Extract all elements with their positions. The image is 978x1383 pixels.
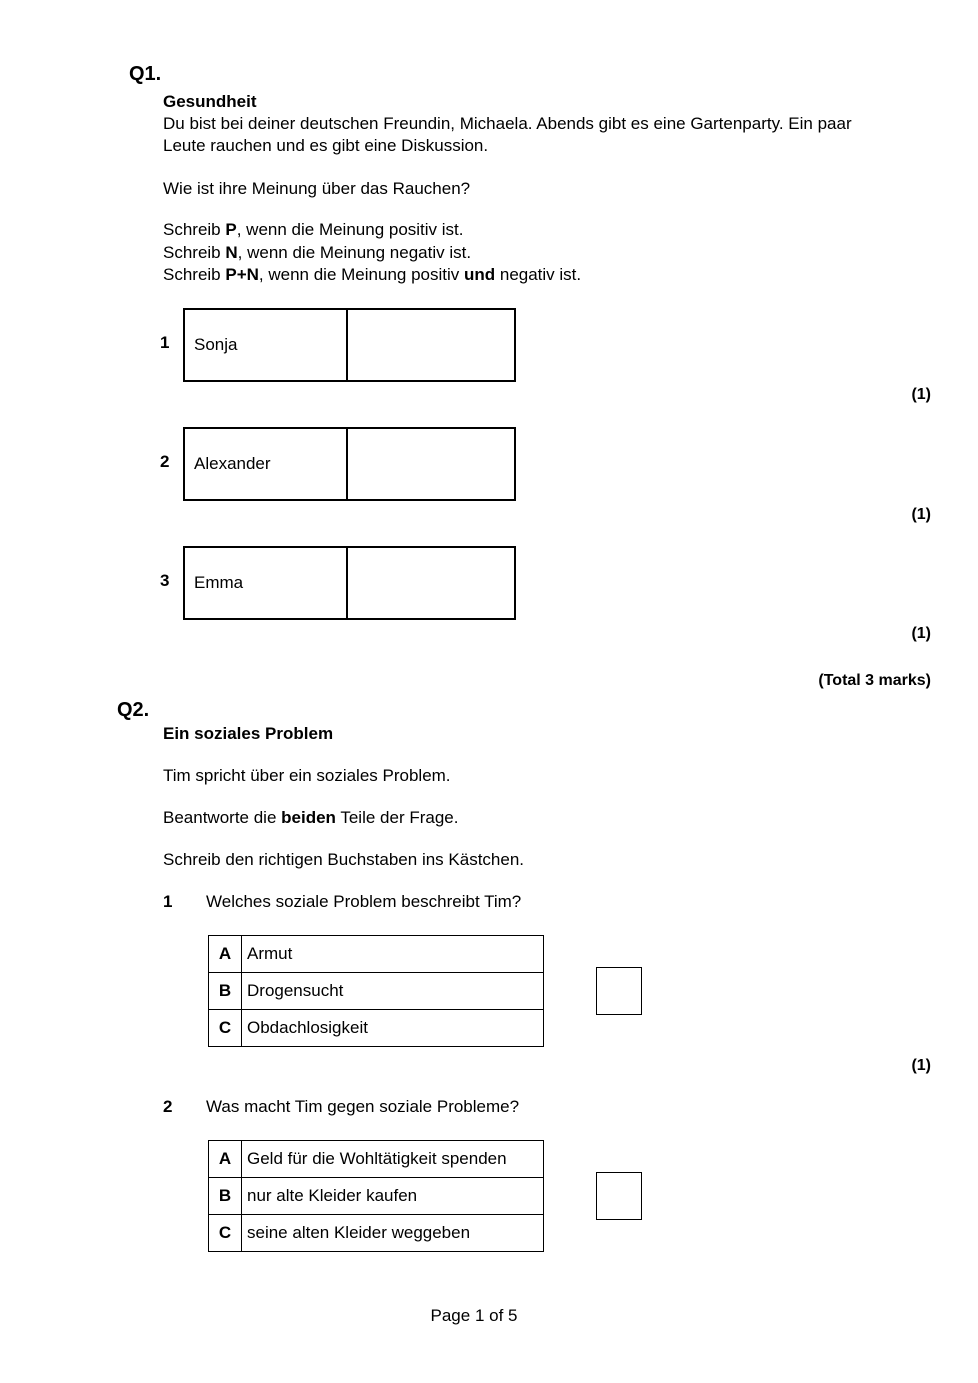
q2-part-1-question: Welches soziale Problem beschreibt Tim? <box>206 892 522 911</box>
q1-row-box <box>183 546 516 620</box>
q1-row-name: Sonja <box>185 310 348 380</box>
option-row <box>209 1215 544 1252</box>
q1-row-2-marks: (1) <box>911 506 931 523</box>
q1-row-number: 2 <box>160 452 170 471</box>
q1-row-number: 3 <box>160 571 170 590</box>
page-number: Page 1 of 5 <box>430 1306 518 1325</box>
option-letter: C <box>209 1010 242 1047</box>
option-letter: B <box>209 1178 242 1215</box>
q2-number: Q2. <box>117 699 150 721</box>
q1-row-3-marks: (1) <box>911 625 931 642</box>
option-row <box>209 936 544 973</box>
option-letter: C <box>209 1215 242 1252</box>
option-letter: A <box>209 936 242 973</box>
q1-title: Gesundheit <box>163 92 257 111</box>
q1-answer-field-2[interactable] <box>348 429 514 499</box>
q2-part-1-marks: (1) <box>911 1057 931 1074</box>
q1-row-name: Alexander <box>185 429 348 499</box>
option-text: nur alte Kleider kaufen <box>242 1178 544 1215</box>
q1-row-name: Emma <box>185 548 348 618</box>
option-row <box>209 1141 544 1178</box>
q2-part-1-number: 1 <box>163 892 173 911</box>
q2-intro: Tim spricht über ein soziales Problem. <box>163 766 451 785</box>
q1-row-number: 1 <box>160 333 170 352</box>
q2-title: Ein soziales Problem <box>163 724 334 743</box>
q2-part-1-options <box>208 935 544 1047</box>
option-letter: A <box>209 1141 242 1178</box>
option-row <box>209 973 544 1010</box>
q1-row-1 <box>160 308 520 380</box>
q1-row-1-marks: (1) <box>911 386 931 403</box>
q1-instruction-3: Schreib P+N, wenn die Meinung positiv und negativ ist. <box>163 265 582 284</box>
option-letter: B <box>209 973 242 1010</box>
q2-part-2-number: 2 <box>163 1097 173 1116</box>
q1-intro: Du bist bei deiner deutschen Freundin, Michaela. Abends gibt es eine Gartenparty. Ein paar Leute rauchen und es gibt eine Diskussion. <box>163 114 852 155</box>
option-text: Drogensucht <box>242 973 544 1010</box>
q1-answer-field-3[interactable] <box>348 548 514 618</box>
option-row <box>209 1010 544 1047</box>
option-text: seine alten Kleider weggeben <box>242 1215 544 1252</box>
q2-part-1-answer-box[interactable] <box>596 967 642 1015</box>
q2-part-2-options <box>208 1140 544 1252</box>
q1-answer-field-1[interactable] <box>348 310 514 380</box>
option-text: Armut <box>242 936 544 973</box>
q2-part-2-question: Was macht Tim gegen soziale Probleme? <box>206 1097 520 1116</box>
q1-row-box <box>183 427 516 501</box>
q1-instruction-1: Schreib P, wenn die Meinung positiv ist. <box>163 220 464 239</box>
q2-part-2-answer-box[interactable] <box>596 1172 642 1220</box>
q1-row-2 <box>160 427 520 499</box>
option-text: Geld für die Wohltätigkeit spenden <box>242 1141 544 1178</box>
q1-row-box <box>183 308 516 382</box>
q1-row-3 <box>160 546 520 618</box>
q1-question: Wie ist ihre Meinung über das Rauchen? <box>163 179 471 198</box>
q1-number: Q1. <box>129 63 162 85</box>
q2-instruction-2: Schreib den richtigen Buchstaben ins Kästchen. <box>163 850 525 869</box>
q1-total-marks: (Total 3 marks) <box>818 672 931 689</box>
option-row <box>209 1178 544 1215</box>
q1-instruction-2: Schreib N, wenn die Meinung negativ ist. <box>163 243 472 262</box>
q2-instruction-1: Beantworte die beiden Teile der Frage. <box>163 808 459 827</box>
option-text: Obdachlosigkeit <box>242 1010 544 1047</box>
